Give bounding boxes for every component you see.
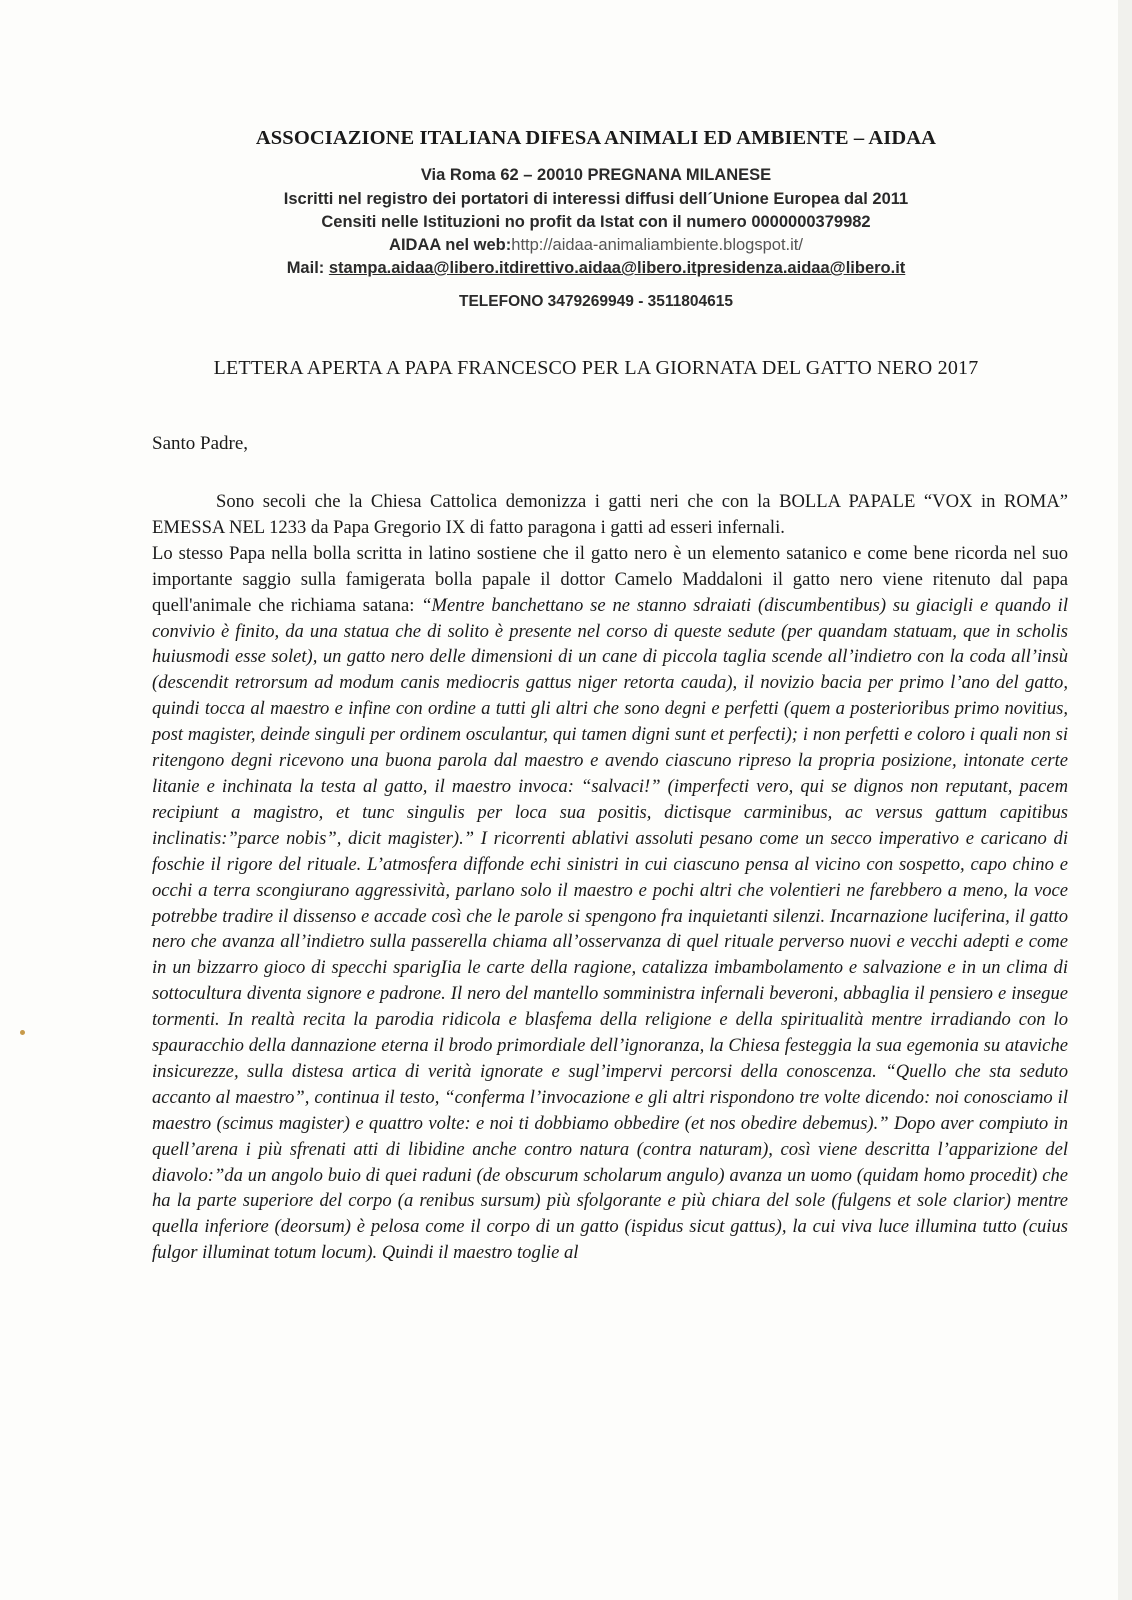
address-line: Via Roma 62 – 20010 PREGNANA MILANESE [420,166,772,184]
paragraph-2 [152,541,1068,1266]
scan-mark [20,1030,25,1035]
registry-line: Iscritti nel registro dei portatori di interessi diffusi dell´Unione Europea dal 2011 [283,190,909,208]
mail-label: Mail: [286,259,325,277]
paragraph-2-quote: “Mentre banchettano se ne stanno sdraiati (discumbentibus) su giacigli e quando il convivio è finito, da una statua che di solito è presente nel corso di queste sedute (per quandam statuam, que in scholis huiusmodi esse solet), un gatto nero delle dimensioni di un cane di piccola taglia scende all’indietro con la coda all’insù (descendit retrorsum ad modum canis mediocris gattus niger retorta cauda), il novizio bacia per primo l’ano del gatto, quindi tocca al maestro e infine con ordine a tutti gli altri che sono degni e perfetti (quem a posterioribus primo novitius, post magister, deinde singuli per ordinem osculantur, qui tamen digni sunt et perfecti); i non perfetti e coloro i quali non si ritengono degni ricevono una buona parola dal maestro e avendo ciascuno ripreso la propria posizione, intonate certe litanie e inchinata la testa al gatto, il maestro invoca: “salvaci!” (imperfecti vero, qui se dignos non reputant, pacem recipiunt a magistro, et tunc singulis per loca sua positis, dictisque carminibus, ac versus gattum capitibus inclinatis:”parce nobis”, dicit magister).” I ricorrenti ablativi assoluti pesano come un secco imperativo e caricano di foschie il rigore del rituale. L’atmosfera diffonde echi sinistri in cui ciascuno pensa al vicino con sospetto, capo chino e occhi a terra scongiurano aggressività, parlano solo il maestro e pochi altri che volentieri ne farebbero a meno, la voce potrebbe tradire il dissenso e accade così che le parole si spengono fra inquietanti silenzi. Incarnazione luciferina, il gatto nero che avanza all’indietro sulla passerella chiama all’osservanza di quel rituale perverso nuovi e vecchi adepti e come in un bizzarro gioco di specchi sparigIia le carte della ragione, catalizza imbambolamento e salvazione e in un clima di sottocultura diventa signore e padrone. Il nero del mantello somministra infernali beveroni, abbaglia il pensiero e insegue tormenti. In realtà recita la parodia ridicola e blasfema della religione e della spiritualità mentre irradiando con lo spauracchio della dannazione eterna il brodo primordiale dell’ignoranza, la Chiesa festeggia la sua egemonia su ataviche insicurezze, sulla distesa artica di verità ignorate e sugl’impervi percorsi della conoscenza. “Quello che sta seduto accanto al maestro”, continua il testo, “conferma l’invocazione e gli altri rispondono tre volte dicendo: noi conosciamo il maestro (scimus magister) e quattro volte: e noi ti dobbiamo obbedire (et nos obedire debemus).” Dopo aver compiuto in quell’arena i più sfrenati atti di libidine anche contro natura (contra naturam), così viene descritta l’apparizione del diavolo:”da un angolo buio di quei raduni (de obscurum scholarum angulo) avanza un uomo (quidam homo procedit) che ha la parte superiore del corpo (a renibus sursum) più sfolgorante e più chiara del sole (fulgens et sole clarior) mentre quella inferiore (deorsum) è pelosa come il corpo di un gatto (ispidus sicut gattus), la cui viva luce illumina tutto (cuius fulgor illuminat totum locum). Quindi il maestro toglie al [152,594,1068,1264]
census-line: Censiti nelle Istituzioni no profit da Istat con il numero 0000000379982 [321,213,871,231]
paragraph-2-text: Lo stesso Papa nella bolla scritta in latino sostiene che il gatto nero è un elemento satanico e come bene ricorda nel suo importante saggio sulla famigerata bolla papale il dottor Camelo Maddaloni il gatto nero viene ritenuto dal papa quell'animale che richiama satana: [152,542,1068,616]
mail-addresses-link[interactable]: stampa.aidaa@libero.itdirettivo.aidaa@libero.itpresidenza.aidaa@libero.it [328,259,906,277]
salutation: Santo Padre, [152,433,249,454]
web-label: AIDAA nel web: [389,236,512,254]
web-link[interactable]: http://aidaa-animaliambiente.blogspot.it/ [511,236,803,254]
phone-line: TELEFONO 3479269949 - 3511804615 [458,293,734,310]
letter-title: LETTERA APERTA A PAPA FRANCESCO PER LA GIORNATA DEL GATTO NERO 2017 [213,357,979,379]
web-line [0,236,1132,255]
letter-body [152,489,1068,1266]
paragraph-1: Sono secoli che la Chiesa Cattolica demonizza i gatti neri che con la BOLLA PAPALE “VOX in ROMA” EMESSA NEL 1233 da Papa Gregorio IX di fatto paragona i gatti ad esseri infernali. [152,491,1068,538]
organization-name: ASSOCIAZIONE ITALIANA DIFESA ANIMALI ED AMBIENTE – AIDAA [255,127,937,149]
mail-line [0,259,1132,278]
